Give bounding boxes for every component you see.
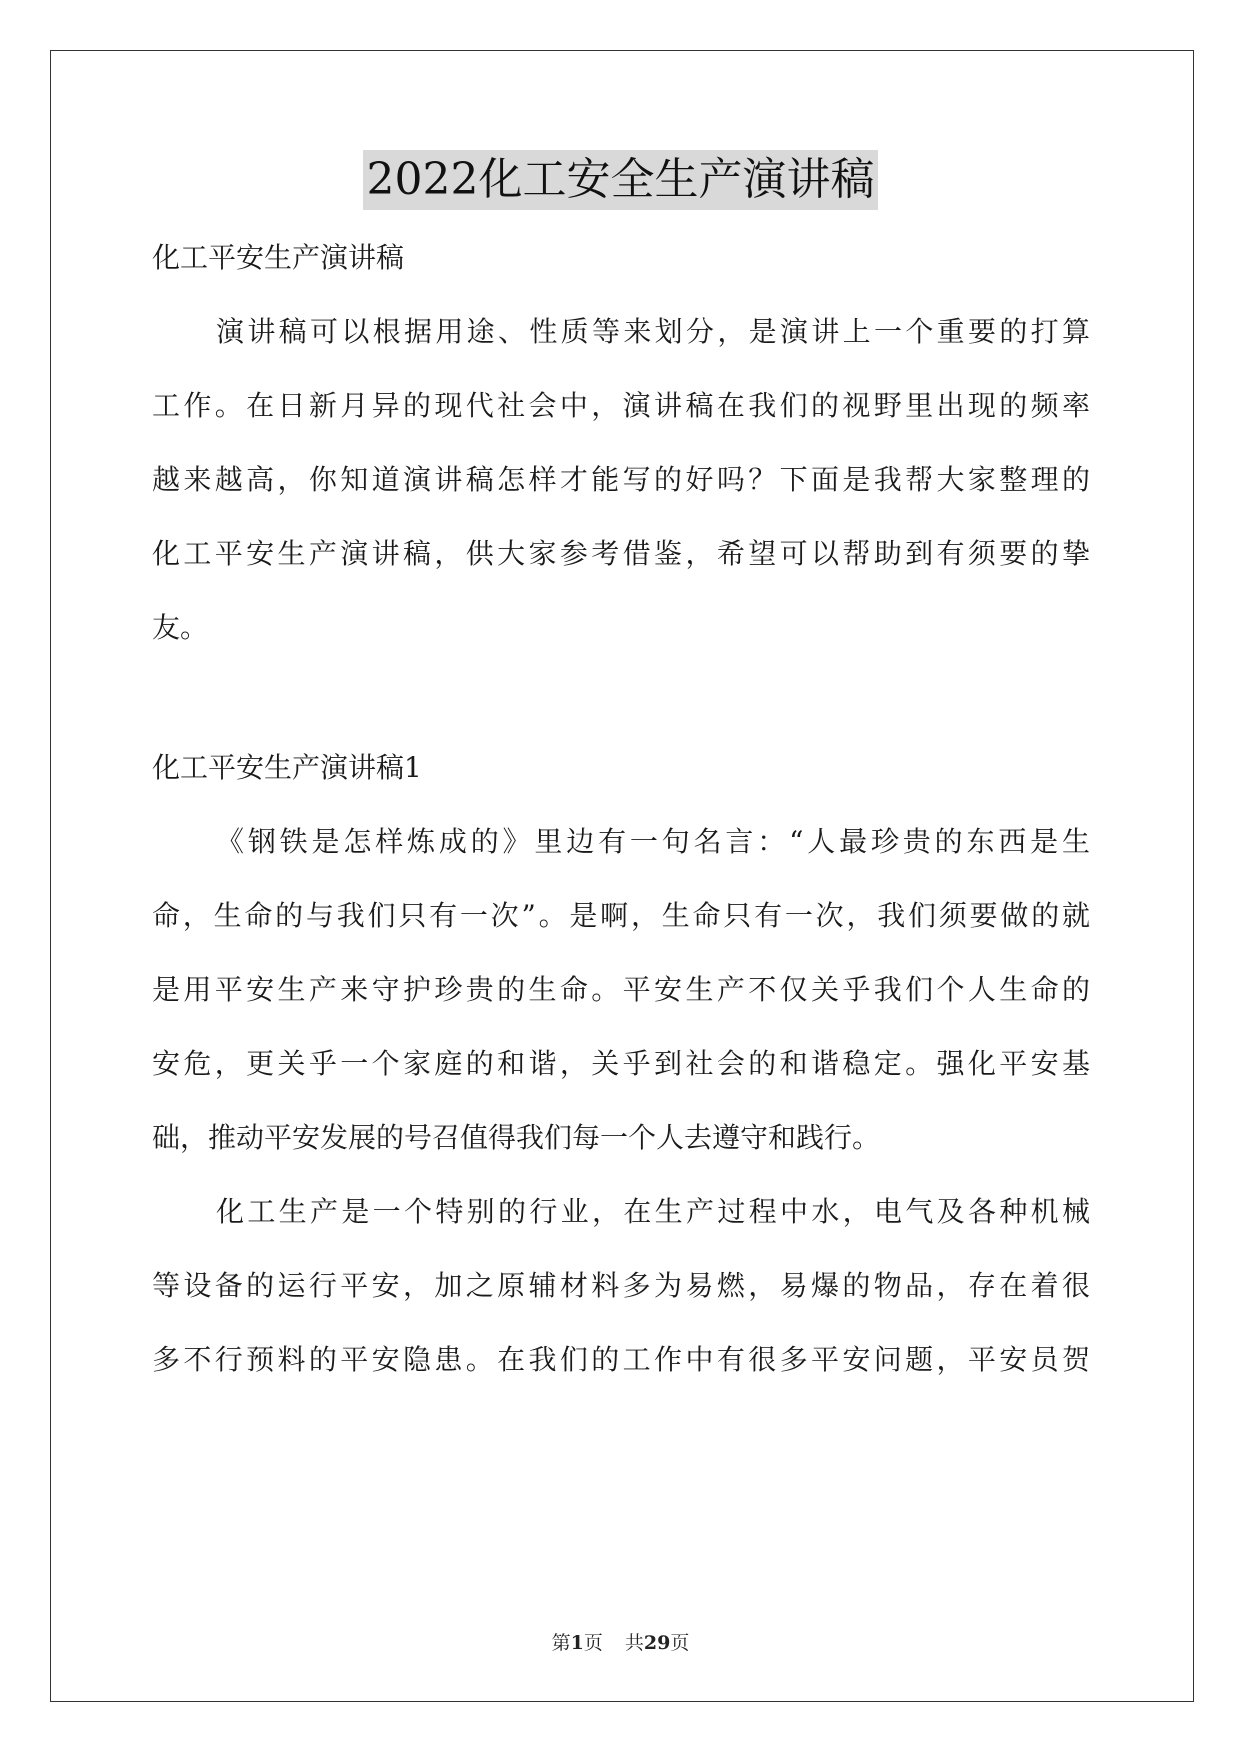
section-heading: 化工平安生产演讲稿1 — [152, 751, 422, 784]
current-page-number: 1 — [570, 1632, 584, 1654]
paragraph-line: 工作。在日新月异的现代社会中，演讲稿在我们的视野里出现的频率 — [152, 389, 1090, 422]
page-suffix: 页 — [583, 1632, 603, 1654]
total-suffix: 页 — [670, 1632, 690, 1654]
paragraph-line: 是用平安生产来守护珍贵的生命。平安生产不仅关乎我们个人生命的 — [152, 973, 1090, 1006]
total-page-number: 29 — [643, 1632, 671, 1654]
paragraph-line: 安危，更关乎一个家庭的和谐，关乎到社会的和谐稳定。强化平安基 — [152, 1047, 1090, 1080]
page-footer — [0, 1628, 1241, 1655]
paragraph-line: 础，推动平安发展的号召值得我们每一个人去遵守和践行。 — [152, 1121, 881, 1154]
paragraph-line: 等设备的运行平安，加之原辅材料多为易燃，易爆的物品，存在着很 — [152, 1269, 1090, 1302]
paragraph-line: 化工生产是一个特别的行业，在生产过程中水，电气及各种机械 — [216, 1195, 1090, 1228]
title-container — [0, 150, 1241, 210]
paragraph-line: 命，生命的与我们只有一次”。是啊，生命只有一次，我们须要做的就 — [152, 899, 1090, 932]
paragraph-line: 多不行预料的平安隐患。在我们的工作中有很多平安问题，平安员贺 — [152, 1343, 1090, 1376]
page-prefix: 第 — [551, 1632, 571, 1654]
page-border — [50, 50, 1194, 1702]
document-title: 2022化工安全生产演讲稿 — [363, 150, 879, 210]
section-heading: 化工平安生产演讲稿 — [152, 241, 405, 274]
paragraph-line: 《钢铁是怎样炼成的》里边有一句名言：“人最珍贵的东西是生 — [216, 825, 1090, 858]
paragraph-line: 越来越高，你知道演讲稿怎样才能写的好吗？下面是我帮大家整理的 — [152, 463, 1090, 496]
paragraph-line: 友。 — [152, 611, 209, 644]
paragraph-line: 演讲稿可以根据用途、性质等来划分，是演讲上一个重要的打算 — [216, 315, 1090, 348]
total-prefix: 共 — [624, 1632, 644, 1654]
paragraph-line: 化工平安生产演讲稿，供大家参考借鉴，希望可以帮助到有须要的挚 — [152, 537, 1090, 570]
